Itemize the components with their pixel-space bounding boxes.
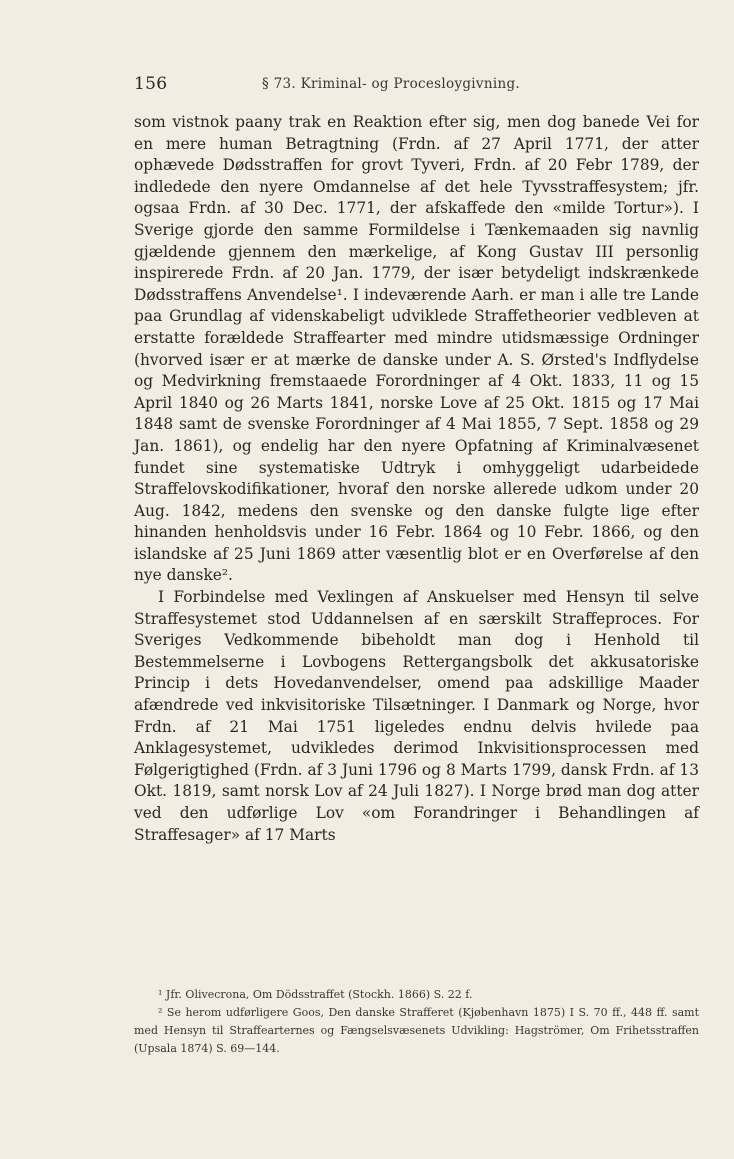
footnote-1: ¹ Jfr. Olivecrona, Om Dödsstraffet (Stockh. 1866) S. 22 f. (158, 988, 473, 1001)
page-number: 156 (134, 74, 168, 94)
running-title: § 73. Kriminal- og Procesloygivning. (262, 76, 520, 92)
footnotes (134, 986, 699, 1058)
paragraph-2: I Forbindelse med Vexlingen af Anskuelser med Hensyn til selve Straffesystemet stod Uddannelsen af en særskilt Straffeproces. For Sveriges Vedkommende bibeholdt man dog i Henhold til Bestemmelserne i Lovbogens Rettergangsbolk det akkusatoriske Princip i dets Hovedanvendelser, omend paa adskillige Maader afændrede ved inkvisitoriske Tilsætninger. I Danmark og Norge, hvor Frdn. af 21 Mai 1751 ligeledes endnu delvis hvilede paa Anklagesystemet, udvikledes derimod Inkvisitionsprocessen med Følgerigtighed (Frdn. af 3 Juni 1796 og 8 Marts 1799, dansk Frdn. af 13 Okt. 1819, samt norsk Lov af 24 Juli 1827). I Norge brød man dog atter ved den udførlige Lov «om Forandringer i Behandlingen af Straffesager» af 17 Marts (134, 588, 699, 844)
body-text (134, 112, 699, 846)
page-header (134, 72, 604, 100)
footnote-2: ² Se herom udførligere Goos, Den danske Strafferet (Kjøbenhavn 1875) I S. 70 ff., 448 ff. samt med Hensyn til Straffearternes og Fængselsvæsenets Udvikling: Hagströmer, Om Frihetsstraffen (Upsala 1874) S. 69—144. (134, 1006, 699, 1055)
paragraph-1: som vistnok paany trak en Reaktion efter sig, men dog banede Vei for en mere human Betragtning (Frdn. af 27 April 1771, der atter ophævede Dødsstraffen for grovt Tyveri, Frdn. af 20 Febr 1789, der indledede den nyere Omdannelse af det hele Tyvsstraffesystem; jfr. ogsaa Frdn. af 30 Dec. 1771, der afskaffede den «milde Tortur»). I Sverige gjorde den samme Formildelse i Tænkemaaden sig navnlig gjældende gjennem den mærkelige, af Kong Gustav III personlig inspirerede Frdn. af 20 Jan. 1779, der især betydeligt indskrænkede Dødsstraffens Anvendelse¹. I indeværende Aarh. er man i alle tre Lande paa Grundlag af videnskabeligt udviklede Straffetheorier vedbleven at erstatte forældede Straffearter med mindre utidsmæssige Ordninger (hvorved især er at mærke de danske under A. S. Ørsted's Indflydelse og Medvirkning fremstaaede Forordninger af 4 Okt. 1833, 11 og 15 April 1840 og 26 Marts 1841, norske Love af 25 Okt. 1815 og 17 Mai 1848 samt de svenske Forordninger af 4 Mai 1855, 7 Sept. 1858 og 29 Jan. 1861), og endelig har den nyere Opfatning af Kriminalvæsenet fundet sine systematiske Udtryk i omhyggeligt udarbeidede Straffelovskodifikationer, hvoraf den norske allerede udkom under 20 Aug. 1842, medens den svenske og den danske fulgte lige efter hinanden henholdsvis under 16 Febr. 1864 og 10 Febr. 1866, og den islandske af 25 Juni 1869 atter væsentlig blot er en Overførelse af den nye danske². (134, 113, 699, 585)
